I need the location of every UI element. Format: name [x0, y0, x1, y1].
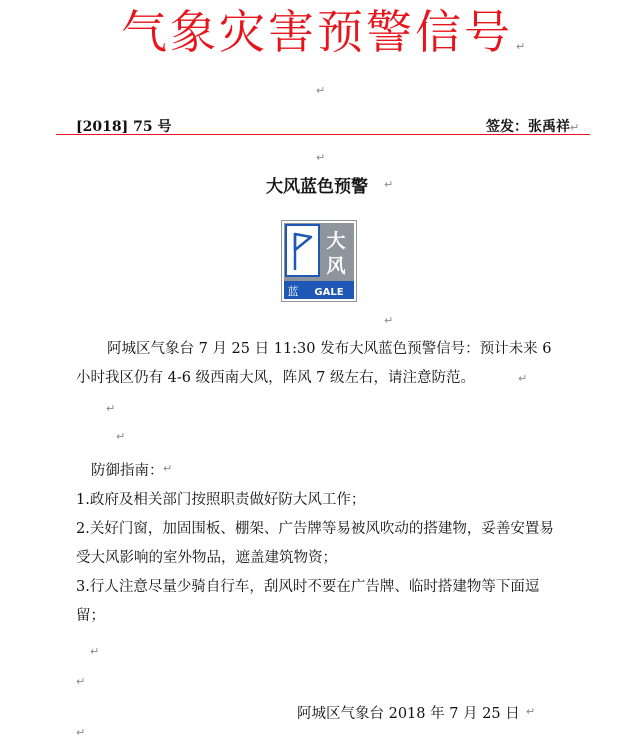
guide-title: 防御指南：	[91, 463, 164, 479]
warning-heading: 大风蓝色预警	[266, 177, 368, 197]
guide-list	[76, 486, 560, 631]
announcement-paragraph	[76, 335, 560, 393]
footer-signature: 阿城区气象台 2018 年 7 月 25 日	[297, 706, 520, 722]
guide-item: 2.关好门窗，加固围板、棚架、广告牌等易被风吹动的搭建物，妥善安置易受大风影响的室外物品，遮盖建筑物资；	[76, 521, 554, 566]
issue-number: [2018] 75 号	[76, 119, 172, 135]
paragraph-mark: ↵	[106, 402, 116, 415]
paragraph-mark: ↵	[116, 430, 126, 443]
paragraph-mark: ↵	[90, 645, 100, 658]
icon-label-top: 大	[326, 230, 346, 252]
paragraph-mark: ↵	[518, 372, 528, 385]
icon-label-bottom: 风	[326, 255, 346, 277]
paragraph-mark: ↵	[384, 178, 394, 191]
red-divider	[56, 134, 590, 135]
paragraph-mark: ↵	[316, 151, 326, 164]
paragraph-mark: ↵	[570, 121, 580, 134]
guide-item: 3.行人注意尽量少骑自行车，刮风时不要在广告牌、临时搭建物等下面逗留；	[76, 579, 540, 624]
flag-panel	[286, 225, 319, 276]
signer: 签发：张禹祥	[486, 119, 570, 135]
paragraph-mark: ↵	[76, 726, 86, 739]
paragraph-mark: ↵	[384, 314, 394, 327]
guide-item: 1.政府及相关部门按照职责做好防大风工作；	[76, 492, 366, 508]
paragraph-mark: ↵	[316, 84, 326, 97]
paragraph-mark: ↵	[76, 675, 86, 688]
icon-english-label: GALE	[314, 287, 344, 298]
paragraph-mark: ↵	[526, 705, 536, 718]
paragraph-mark: ↵	[516, 40, 526, 53]
paragraph-mark: ↵	[163, 462, 173, 475]
document-title: 气象灾害预警信号	[121, 5, 513, 59]
announcement-text: 阿城区气象台 7 月 25 日 11:30 发布大风蓝色预警信号：预计未来 6 小时我区仍有 4-6 级西南大风，阵风 7 级左右，请注意防范。	[76, 341, 552, 386]
icon-level-label: 蓝	[287, 285, 299, 298]
gale-blue-warning-icon	[281, 220, 357, 302]
